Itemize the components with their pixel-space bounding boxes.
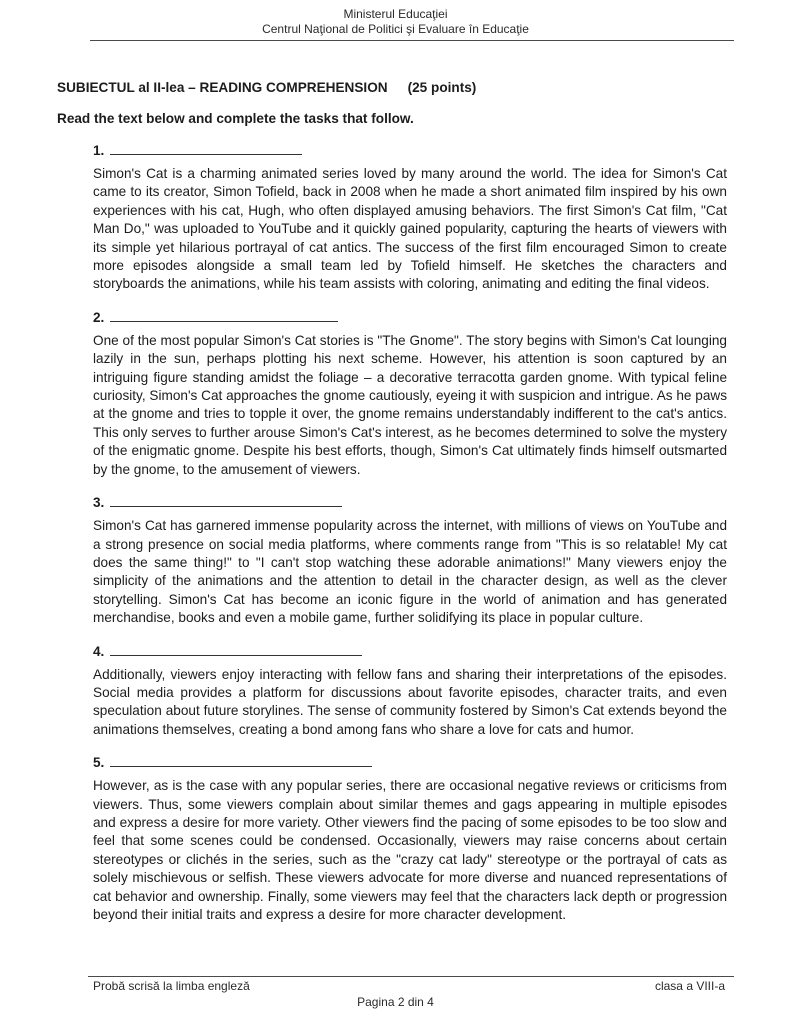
task-instruction: Read the text below and complete the tasks that follow. bbox=[57, 111, 414, 126]
answer-blank bbox=[110, 494, 342, 507]
reading-paragraph: However, as is the case with any popular series, there are occasional negative reviews or criticisms from viewers. Thus, some viewers complain about similar themes and gags appearing in multiple episodes and express a desire for more variety. Other viewers find the pacing of some episodes to be too slow and feel that some scenes could be condensed. Occasionally, viewers may raise concerns about certain stereotypes or clichés in the series, such as the "crazy cat lady" stereotype or the portrayal of cats as solely mischievous or selfish. These viewers advocate for more diverse and nuanced representations of cat behavior and ownership. Finally, some viewers may feel that the characters lack depth or progression beyond their initial traits and express a desire for more character development. bbox=[93, 778, 727, 922]
page-footer bbox=[0, 976, 791, 1010]
task-number-line bbox=[93, 643, 727, 661]
footer-page-number: Pagina 2 din 4 bbox=[357, 995, 434, 1009]
task-number-line bbox=[93, 494, 727, 512]
answer-blank bbox=[110, 309, 338, 322]
task-item-3 bbox=[93, 494, 727, 627]
task-number: 1. bbox=[93, 143, 105, 158]
reading-paragraph: One of the most popular Simon's Cat stories is "The Gnome". The story begins with Simon's Cat lounging lazily in the sun, perhaps plotting his next scheme. However, his attention is soon captured by an intriguing figure standing amidst the foliage – a decorative terracotta garden gnome. With typical feline curiosity, Simon's Cat approaches the gnome cautiously, eyeing it with suspicion and intrigue. As he paws at the gnome and tries to topple it over, the gnome remains understandably indifferent to the cat's antics. This only serves to further arouse Simon's Cat's interest, as he becomes determined to solve the mystery of the enigmatic gnome. Despite his best efforts, though, Simon's Cat ultimately finds himself outsmarted by the gnome, to the amusement of viewers. bbox=[93, 332, 727, 477]
task-item-4 bbox=[93, 643, 727, 740]
subject-heading bbox=[57, 79, 727, 96]
task-number-line bbox=[93, 142, 727, 160]
page-content bbox=[0, 41, 791, 924]
subject-points: (25 points) bbox=[407, 80, 477, 95]
footer-class: clasa a VIII-a bbox=[654, 979, 725, 993]
task-number-line bbox=[93, 754, 727, 772]
tasks-section bbox=[93, 142, 727, 924]
task-item-5 bbox=[93, 754, 727, 924]
reading-paragraph: Simon's Cat is a charming animated series loved by many around the world. The idea for Simon's Cat came to its creator, Simon Tofield, back in 2008 when he made a short animated film inspired by his own experiences with his cat, Hugh, who often displayed amusing behaviors. The first Simon's Cat film, "Cat Man Do," was uploaded to YouTube and it quickly gained popularity, capturing the hearts of viewers with its simple yet hilarious portrayal of cat antics. The success of the first film encouraged Simon to create more episodes alongside a small team led by Tofield himself. He sketches the characters and storyboards the animations, while his team assists with coloring, animating and editing the final videos. bbox=[93, 166, 727, 292]
footer-exam-name: Probă scrisă la limba engleză bbox=[93, 979, 250, 993]
header-org-line-1: Ministerul Educaţiei bbox=[343, 7, 448, 21]
task-number-line bbox=[93, 309, 727, 327]
answer-blank bbox=[110, 142, 302, 155]
page-header bbox=[0, 0, 791, 37]
task-item-2 bbox=[93, 309, 727, 479]
task-number: 2. bbox=[93, 309, 105, 325]
footer-divider bbox=[88, 976, 734, 977]
task-item-1 bbox=[93, 142, 727, 294]
task-number: 4. bbox=[93, 643, 105, 659]
task-number: 5. bbox=[93, 755, 105, 771]
task-number: 3. bbox=[93, 495, 105, 511]
answer-blank bbox=[110, 643, 362, 656]
subject-title: SUBIECTUL al II-lea – READING COMPREHENSION bbox=[57, 80, 388, 95]
reading-paragraph: Additionally, viewers enjoy interacting with fellow fans and sharing their interpretations of the episodes. Social media provides a platform for discussions about favorite episodes, character traits, and even speculation about future storylines. The sense of community fostered by Simon's Cat extends beyond the animations themselves, creating a bond among fans who share a love for cats and humor. bbox=[93, 666, 727, 737]
reading-paragraph: Simon's Cat has garnered immense popularity across the internet, with millions of views on YouTube and a strong presence on social media platforms, where comments range from "This is so relatable! My cat does the same thing!" to "I can't stop watching these adorable animations!" Many viewers enjoy the simplicity of the animations and the attention to detail in the character design, as well as the clever storytelling. Simon's Cat has become an iconic figure in the world of animation and has generated merchandise, books and even a mobile game, further solidifying its place in popular culture. bbox=[93, 518, 727, 626]
answer-blank bbox=[110, 754, 372, 767]
footer-row bbox=[93, 979, 725, 994]
header-org-line-2: Centrul Naţional de Politici şi Evaluare în Educaţie bbox=[262, 22, 529, 36]
